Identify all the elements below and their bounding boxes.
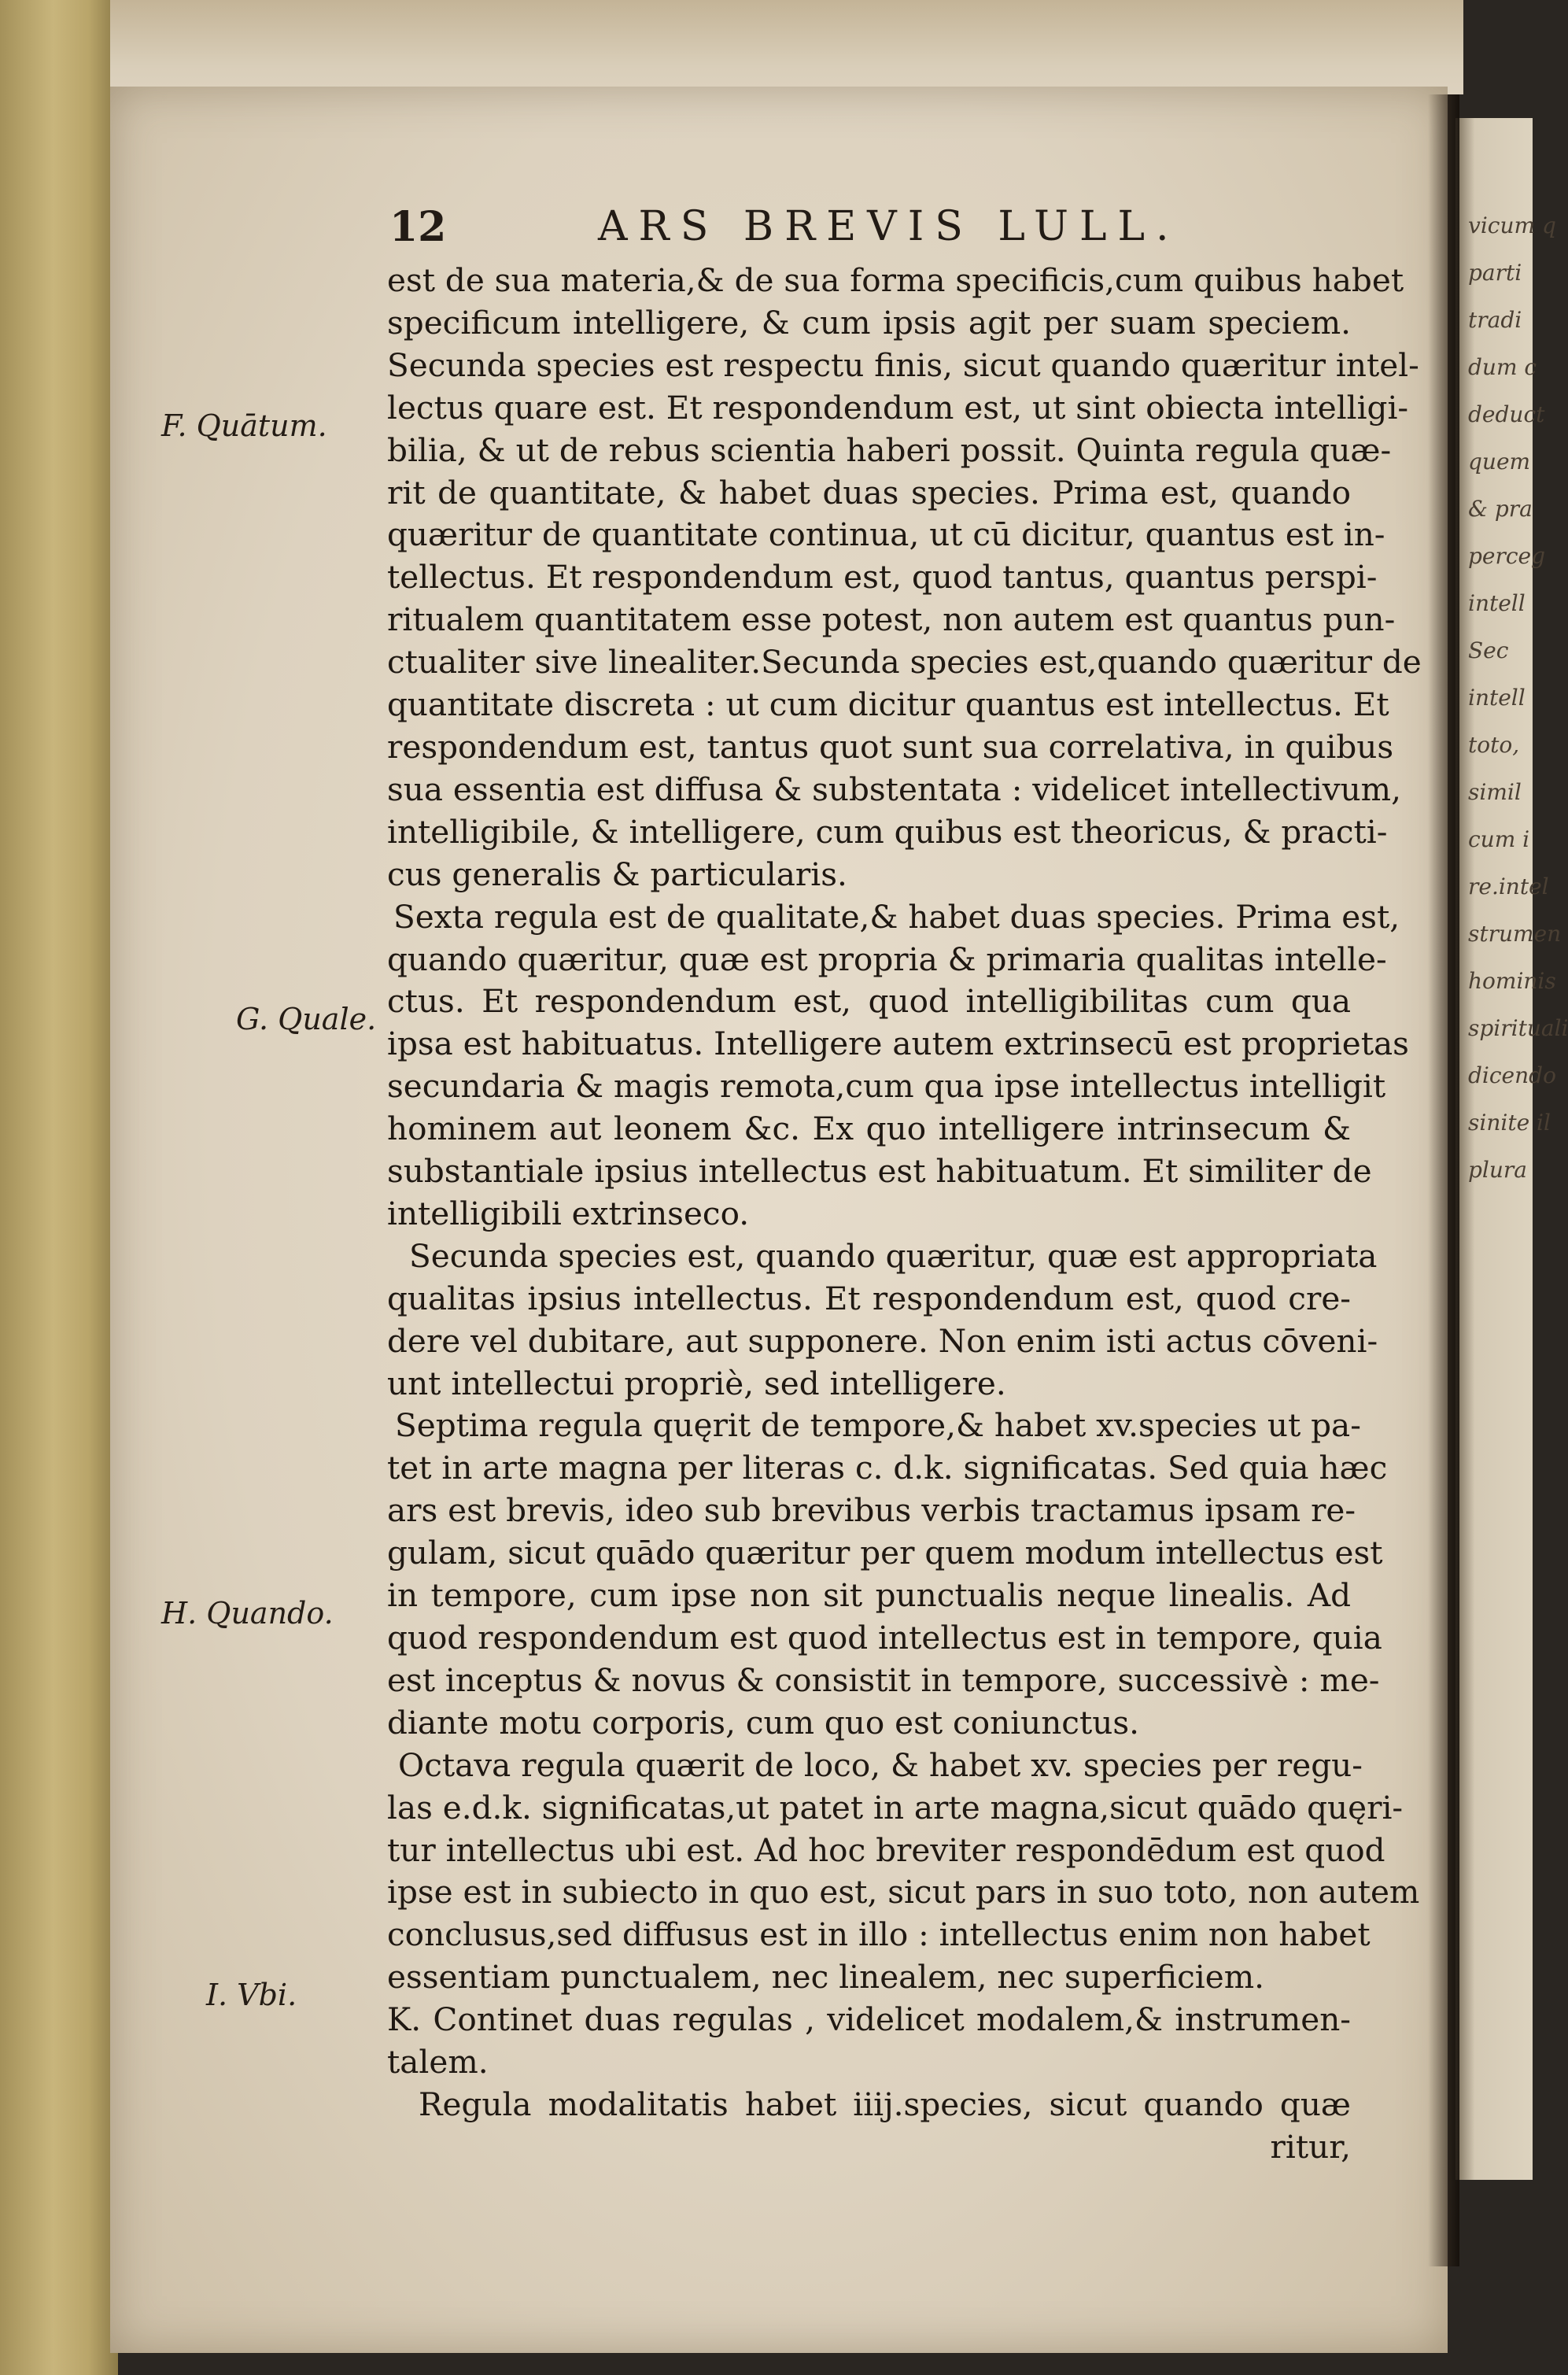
facing-page-text: intell xyxy=(1468,685,1526,711)
text-line: in tempore, cum ipse non sit punctualis neque linealis. Ad xyxy=(387,1576,1351,1615)
facing-page-text: intell xyxy=(1468,590,1526,616)
facing-page-text: re.intel xyxy=(1468,874,1549,899)
page-number: 12 xyxy=(389,203,447,251)
page-top-edge xyxy=(110,0,1463,94)
text-line: quæritur de quantitate continua, ut cū dicitur, quantus est in- xyxy=(387,515,1385,554)
facing-page-text: perceg xyxy=(1468,543,1546,569)
margin-note: F. Quātum. xyxy=(161,408,327,443)
text-line: intelligibile, & intelligere, cum quibus est theoricus, & practi- xyxy=(387,812,1388,851)
facing-page-text: sinite il xyxy=(1468,1110,1551,1136)
text-line: ars est brevis, ideo sub brevibus verbis tractamus ipsam re- xyxy=(387,1491,1356,1530)
running-title: ARS BREVIS LULL. xyxy=(598,203,1180,250)
text-line: ritur, xyxy=(1270,2127,1351,2166)
text-line: tur intellectus ubi est. Ad hoc breviter respondēdum est quod xyxy=(387,1830,1385,1869)
text-line: Octava regula quærit de loco, & habet xv. species per regu- xyxy=(398,1745,1363,1784)
facing-page-text: cum i xyxy=(1468,826,1530,852)
text-line: secundaria & magis remota,cum qua ipse intellectus intelligit xyxy=(387,1067,1386,1106)
text-line: unt intellectui propriè, sed intelligere. xyxy=(387,1364,1006,1402)
facing-page-text: Sec xyxy=(1468,637,1509,663)
text-line: K. Continet duas regulas , videlicet modalem,& instrumen- xyxy=(387,2000,1351,2039)
page-gutter-shadow xyxy=(1428,94,1459,2266)
text-line: cus generalis & particularis. xyxy=(387,855,847,893)
facing-page-text: deduct xyxy=(1468,401,1545,427)
text-line: Secunda species est, quando quæritur, quæ est appropriata xyxy=(409,1236,1378,1275)
text-line: est inceptus & novus & consistit in tempore, successivè : me- xyxy=(387,1660,1380,1699)
text-line: rit de quantitate, & habet duas species. Prima est, quando xyxy=(387,473,1351,512)
text-line: tellectus. Et respondendum est, quod tantus, quantus perspi- xyxy=(387,558,1378,597)
text-line: ctus. Et respondendum est, quod intelligibilitas cum qua xyxy=(387,982,1351,1021)
book-binding xyxy=(0,0,118,2375)
text-line: dere vel dubitare, aut supponere. Non enim isti actus cōveni- xyxy=(387,1321,1378,1360)
facing-page-text: quem xyxy=(1468,449,1531,475)
text-line: Regula modalitatis habet iiij.species, sicut quando quæ xyxy=(419,2085,1351,2123)
text-line: las e.d.k. significatas,ut patet in arte magna,sicut quādo quęri- xyxy=(387,1788,1404,1826)
text-line: respondendum est, tantus quot sunt sua correlativa, in quibus xyxy=(387,727,1394,766)
facing-page-text: & pra xyxy=(1468,496,1533,522)
margin-note: H. Quando. xyxy=(161,1595,334,1631)
text-line: ipsa est habituatus. Intelligere autem extrinsecū est proprietas xyxy=(387,1025,1409,1063)
text-line: quando quæritur, quæ est propria & primaria qualitas intelle- xyxy=(387,940,1387,978)
margin-note: I. Vbi. xyxy=(206,1977,297,2012)
body-text xyxy=(387,260,1422,2169)
text-line: specificum intelligere, & cum ipsis agit per suam speciem. xyxy=(387,303,1351,342)
facing-page-text: vicum q xyxy=(1468,212,1556,238)
facing-page-text: simil xyxy=(1468,779,1522,805)
margin-note: G. Quale. xyxy=(236,1002,377,1037)
facing-page-text: dum c xyxy=(1468,354,1537,380)
facing-page-text: dicendo xyxy=(1468,1062,1556,1088)
text-line: Secunda species est respectu finis, sicut quando quæritur intel- xyxy=(387,345,1419,384)
text-line: Septima regula quęrit de tempore,& habet xv.species ut pa- xyxy=(395,1406,1361,1445)
text-line: qualitas ipsius intellectus. Et respondendum est, quod cre- xyxy=(387,1279,1351,1317)
text-line: conclusus,sed diffusus est in illo : intellectus enim non habet xyxy=(387,1915,1371,1954)
text-line: sua essentia est diffusa & substentata : videlicet intellectivum, xyxy=(387,770,1401,808)
facing-page-text: plura xyxy=(1468,1157,1527,1183)
text-line: Sexta regula est de qualitate,& habet duas species. Prima est, xyxy=(393,897,1400,936)
facing-page-text: spirituali xyxy=(1468,1015,1568,1041)
text-line: ritualem quantitatem esse potest, non autem est quantus pun- xyxy=(387,600,1396,639)
text-line: ctualiter sive linealiter.Secunda species est,quando quæritur de xyxy=(387,643,1422,681)
text-line: tet in arte magna per literas c. d.k. significatas. Sed quia hæc xyxy=(387,1449,1388,1487)
facing-page-text: parti xyxy=(1468,260,1522,286)
text-line: intelligibili extrinseco. xyxy=(387,1194,750,1232)
facing-page-text: toto, xyxy=(1468,732,1520,758)
text-line: gulam, sicut quādo quæritur per quem modum intellectus est xyxy=(387,1534,1383,1572)
text-line: hominem aut leonem &c. Ex quo intelligere intrinsecum & xyxy=(387,1110,1351,1148)
text-line: bilia, & ut de rebus scientia haberi possit. Quinta regula quæ- xyxy=(387,430,1392,469)
facing-page-text: hominis xyxy=(1468,968,1556,994)
text-line: essentiam punctualem, nec linealem, nec superficiem. xyxy=(387,1958,1264,1996)
facing-page-text: tradi xyxy=(1468,307,1522,333)
text-line: quod respondendum est quod intellectus est in tempore, quia xyxy=(387,1619,1382,1657)
text-line: substantiale ipsius intellectus est habituatum. Et similiter de xyxy=(387,1152,1372,1191)
text-line: talem. xyxy=(387,2043,489,2081)
text-line: ipse est in subiecto in quo est, sicut pars in suo toto, non autem xyxy=(387,1873,1420,1911)
text-line: est de sua materia,& de sua forma specificis,cum quibus habet xyxy=(387,261,1404,299)
text-line: quantitate discreta : ut cum dicitur quantus est intellectus. Et xyxy=(387,685,1389,724)
text-line: diante motu corporis, cum quo est coniunctus. xyxy=(387,1703,1140,1742)
facing-page-edge xyxy=(1455,118,1568,2180)
text-line: lectus quare est. Et respondendum est, ut sint obiecta intelligi- xyxy=(387,388,1409,427)
facing-page-text: strumen xyxy=(1468,921,1562,947)
